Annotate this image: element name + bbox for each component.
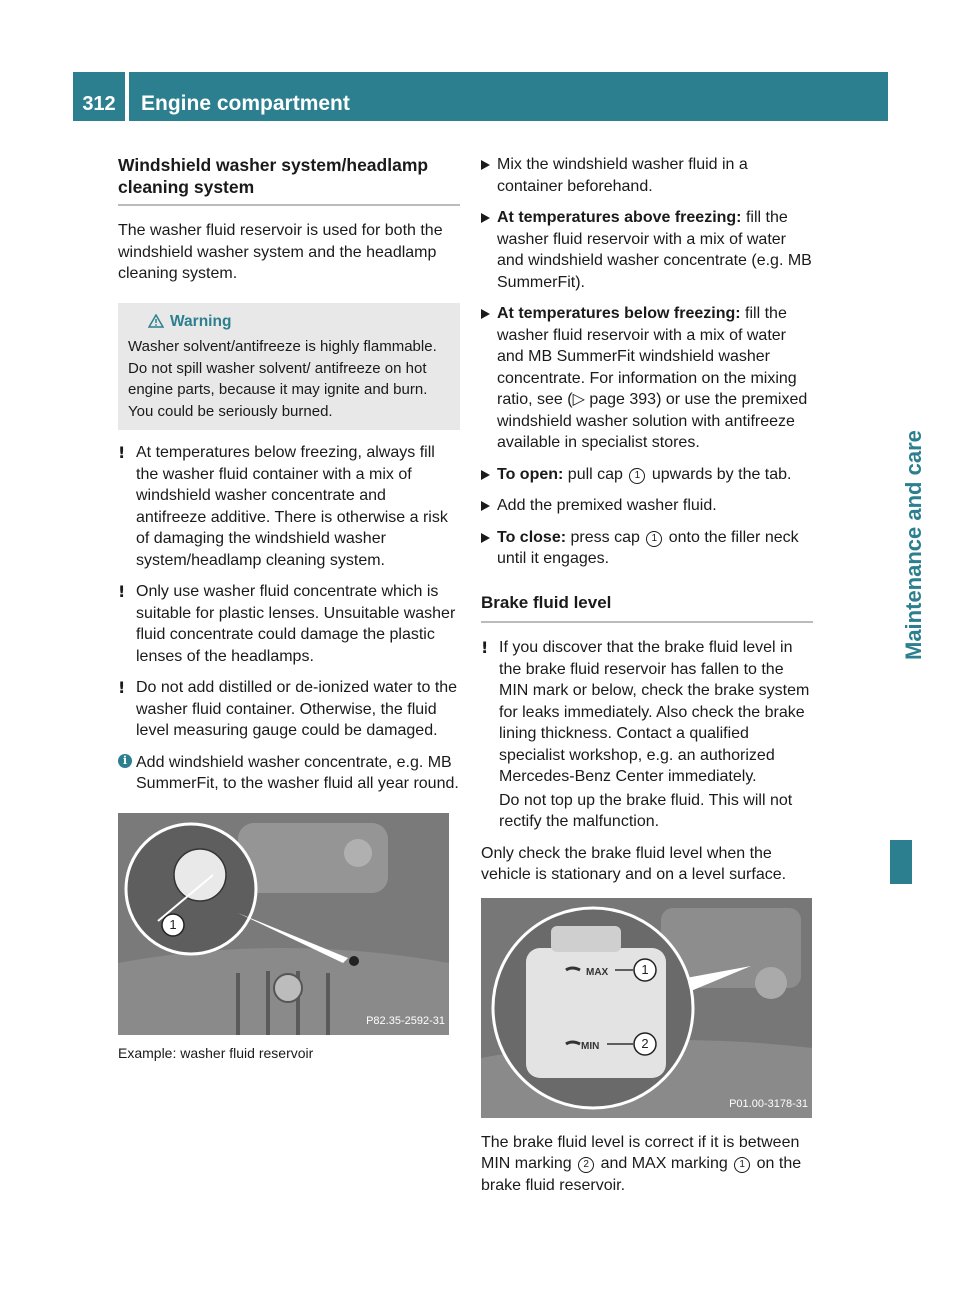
step-label: At temperatures below freezing: [497,305,741,322]
warning-box [118,303,460,431]
step-arrow-icon [481,160,490,170]
caution-note-text: Only use washer fluid concentrate which is suitable for plastic lenses. Unsuitable washer fluid concentrate could damage the plastic lenses of the headlamps. [136,583,456,665]
step-open [481,464,813,486]
step-arrow-icon [481,501,490,511]
info-icon: i [118,754,132,768]
final-text: on the brake fluid reservoir. [481,1155,802,1194]
step-text: fill the washer fluid reservoir with a mix of water and windshield washer concentrate (e.g. MB SummerFit). [497,209,812,291]
brake-note-text: If you discover that the brake fluid level in the brake fluid reservoir has fallen to the MIN mark or below, check the brake system for leaks immediately. Also check the brake lining thickness. Contact a qualified specialist workshop, e.g. an authorized Mercedes-Benz Center immediately. [499,639,810,785]
step-text: onto the filler neck until it engages. [497,528,799,567]
step-mix [481,154,813,197]
side-tab-marker [890,840,912,884]
figure-code: P82.35-2592-31 [366,1015,445,1027]
brake-caution-note [481,637,813,833]
figure-callout-1: 1 [641,961,649,977]
brake-check-paragraph: Only check the brake fluid level when the vehicle is stationary and on a level surface. [481,844,787,883]
step-label: To open: [497,465,564,483]
step-text: upwards by the tab. [647,465,792,483]
left-column [118,150,460,1064]
brake-reservoir-figure [481,898,812,1118]
brake-final-paragraph [481,1132,813,1197]
side-section-label: Maintenance and care [901,430,926,660]
final-text: The brake fluid level is correct if it is between MIN marking [481,1133,800,1172]
step-text: pull cap [563,465,628,483]
step-text: Add the premixed washer fluid. [497,497,717,514]
step-text: press cap [566,528,645,546]
right-column [481,150,813,1196]
step-label: To close: [497,528,567,546]
intro-paragraph: The washer fluid reservoir is used for both the windshield washer system and the headlamp cleaning system. [118,222,443,282]
warning-triangle-icon [148,314,164,328]
caution-note-3 [118,677,460,742]
caution-note-text: Do not add distilled or de-ionized water to the washer fluid container. Otherwise, the fluid level measuring gauge could be damaged. [136,679,458,739]
caution-note-text: At temperatures below freezing, always fill the washer fluid container with a mix of windshield washer concentrate and antifreeze additive. There is otherwise a risk of damaging the windshield washer system/headlamp cleaning system. [136,444,448,569]
figure-callout-1: 1 [169,916,177,932]
step-text: Mix the windshield washer fluid in a container beforehand. [497,156,748,195]
page-number: 312 [73,72,125,121]
callout-1-icon: 1 [734,1157,750,1173]
step-label: At temperatures above freezing: [497,209,742,226]
section-heading-washer: Windshield washer system/headlamp cleaning system [118,154,460,206]
caution-note-2 [118,581,460,667]
final-text: and MAX marking [596,1155,733,1172]
figure-caption: Example: washer fluid reservoir [118,1044,314,1061]
exclamation-icon: ! [118,443,126,462]
step-above-freezing [481,207,813,293]
callout-1-icon: 1 [646,531,662,547]
caution-note-1 [118,442,460,571]
warning-title-text: Warning [170,312,232,330]
step-arrow-icon [481,470,490,480]
page-header [73,72,888,121]
info-note [118,752,460,795]
exclamation-icon: ! [118,582,126,601]
figure-callout-2: 2 [641,1035,649,1051]
brake-note-text-2: Do not top up the brake fluid. This will not rectify the malfunction. [499,791,793,830]
exclamation-icon: ! [118,678,126,697]
min-marking-label: MIN [581,1040,600,1052]
exclamation-icon: ! [481,638,489,657]
callout-1-icon: 1 [629,468,645,484]
info-note-text: Add windshield washer concentrate, e.g. MB SummerFit, to the washer fluid all year round. [136,753,459,792]
callout-2-icon: 2 [578,1157,594,1173]
step-close [481,527,813,570]
max-marking-label: MAX [586,966,609,978]
step-arrow-icon [481,533,490,543]
step-add [481,495,813,517]
warning-text: Washer solvent/antifreeze is highly flammable. Do not spill washer solvent/ antifreeze on hot engine parts, because it may ignite and burn. You could be seriously burned. [128,338,437,420]
step-text: fill the washer fluid reservoir with a mix of water and MB SummerFit windshield washer concentrate. For information on the mixing ratio, see (▷ page 393) or use the premixed windshield washer solution with antifreeze available in specialist stores. [497,305,808,451]
warning-title [128,311,452,333]
figure-code: P01.00-3178-31 [729,1098,808,1110]
brake-reservoir-illustration [481,898,812,1118]
page-title: Engine compartment [129,72,888,121]
step-arrow-icon [481,309,490,319]
step-below-freezing [481,303,813,454]
washer-reservoir-figure [118,813,449,1035]
section-heading-brake: Brake fluid level [481,592,813,624]
step-arrow-icon [481,213,490,223]
